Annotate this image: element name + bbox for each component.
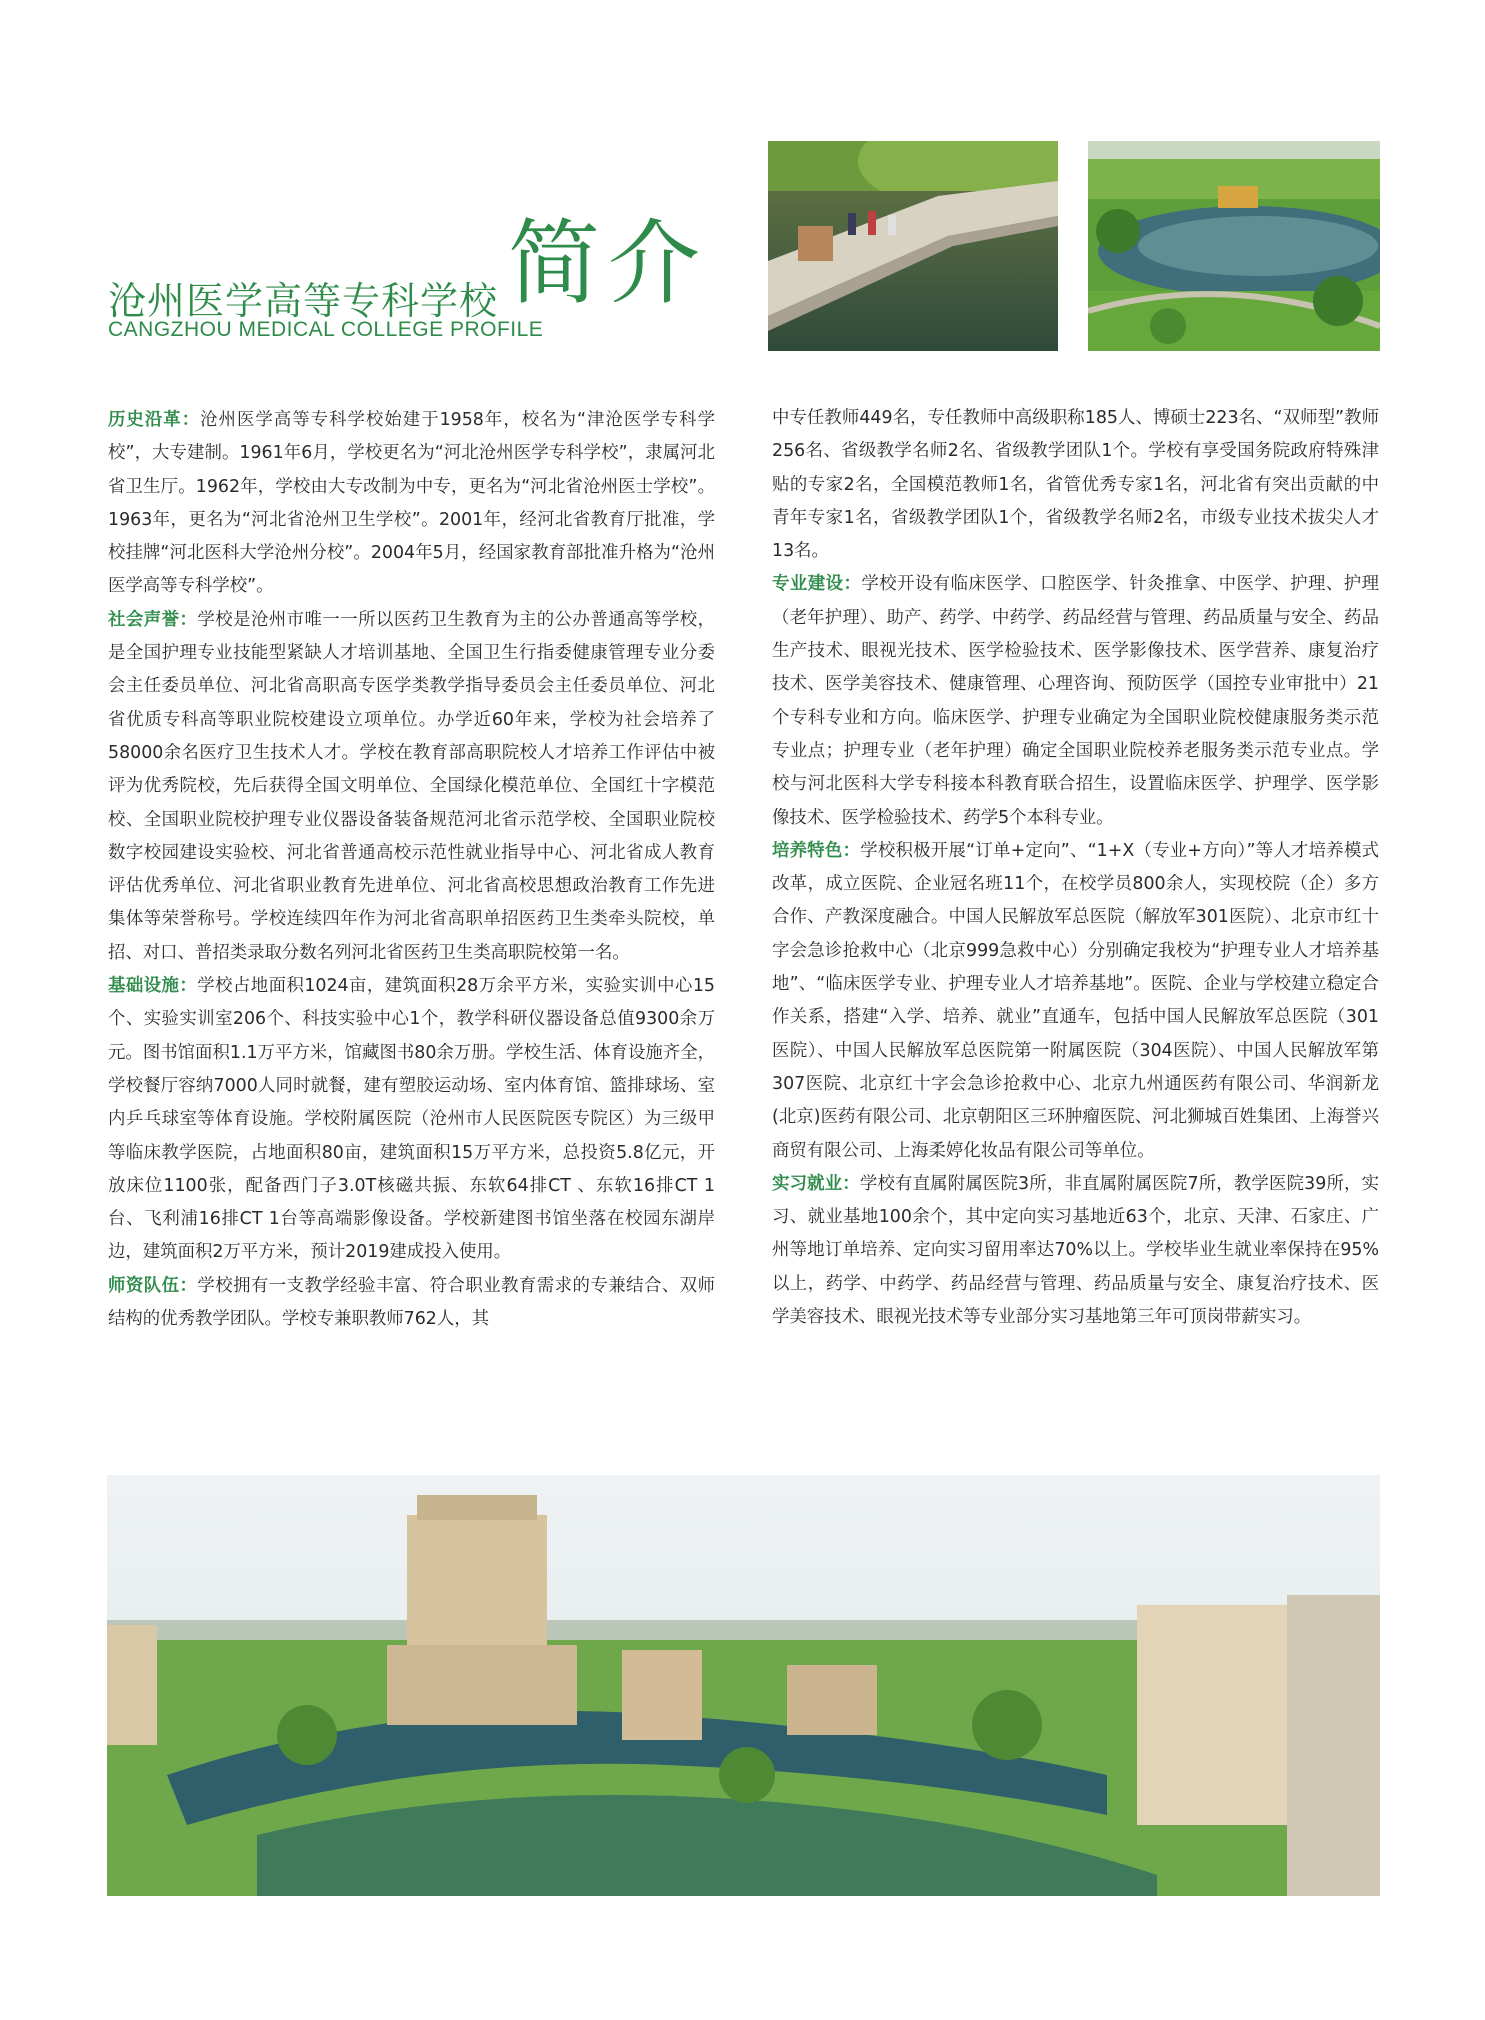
training-paragraph [772, 835, 1379, 1168]
reputation-text: 学校是沧州市唯一一所以医药卫生教育为主的公办普通高等学校，是全国护理专业技能型紧缺人才培训基地、全国卫生行指委健康管理专业分委会主任委员单位、河北省高职高专医学类教学指导委员会主任委员单位、河北省优质专科高等职业院校建设立项单位。办学近60年来，学校为社会培养了58000余名医疗卫生技术人才。学校在教育部高职院校人才培养工作评估中被评为优秀院校，先后获得全国文明单位、全国绿化模范单位、全国红十字模范校、全国职业院校护理专业仪器设备装备规范河北省示范学校、全国职业院校数字校园建设实验校、河北省普通高校示范性就业指导中心、河北省成人教育评估优秀单位、河北省职业教育先进单位、河北省高校思想政治教育工作先进集体等荣誉称号。学校连续四年作为河北省高职单招医药卫生类牵头院校，单招、对口、普招类录取分数名列河北省医药卫生类高职院校第一名。 [108, 609, 715, 963]
reputation-paragraph [108, 604, 715, 970]
majors-paragraph [772, 568, 1379, 834]
faculty-paragraph [108, 1270, 715, 1337]
faculty-label: 师资队伍： [108, 1275, 198, 1296]
history-paragraph [108, 404, 715, 604]
employment-label: 实习就业： [772, 1173, 860, 1194]
training-text: 学校积极开展“订单+定向”、“1+X（专业+方向）”等人才培养模式改革，成立医院、企业冠名班11个，在校学员800余人，实现校院（企）多方合作、产教深度融合。中国人民解放军总医院（解放军301医院）、北京市红十字会急诊抢救中心（北京999急救中心）分别确定我校为“护理专业人才培养基地”、“临床医学专业、护理专业人才培养基地”。医院、企业与学校建立稳定合作关系，搭建“入学、培养、就业”直通车，包括中国人民解放军总医院（301医院）、中国人民解放军总医院第一附属医院（304医院）、中国人民解放军第307医院、北京红十字会急诊抢救中心、北京九州通医药有限公司、华润新龙(北京)医药有限公司、北京朝阳区三环肿瘤医院、河北狮城百姓集团、上海誉兴商贸有限公司、上海柔婷化妆品有限公司等单位。 [772, 840, 1379, 1161]
employment-paragraph [772, 1168, 1379, 1334]
facilities-paragraph [108, 970, 715, 1270]
right-text-column [772, 402, 1379, 1334]
faculty-text: 学校拥有一支教学经验丰富、符合职业教育需求的专兼结合、双师结构的优秀教学团队。学校专兼职教师762人，其 [108, 1275, 715, 1330]
majors-text: 学校开设有临床医学、口腔医学、针灸推拿、中医学、护理、护理（老年护理）、助产、药学、中药学、药品经营与管理、药品质量与安全、药品生产技术、眼视光技术、医学检验技术、医学影像技术、医学营养、康复治疗技术、医学美容技术、健康管理、心理咨询、预防医学（国控专业审批中）21个专科专业和方向。临床医学、护理专业确定为全国职业院校健康服务类示范专业点；护理专业（老年护理）确定全国职业院校养老服务类示范专业点。学校与河北医科大学专科接本科教育联合招生，设置临床医学、护理学、医学影像技术、医学检验技术、药学5个本科专业。 [772, 574, 1379, 828]
facilities-label: 基础设施： [108, 976, 198, 997]
faculty-continued-text: 中专任教师449名，专任教师中高级职称185人、博硕士223名、“双师型”教师256名、省级教学名师2名、省级教学团队1个。学校有享受国务院政府特殊津贴的专家2名，全国模范教师1名，省管优秀专家1名，河北省有突出贡献的中青年专家1名，省级教学团队1个，省级教学名师2名，市级专业技术拔尖人才13名。 [772, 408, 1379, 562]
campus-panorama-photo [107, 1475, 1380, 1896]
campus-bridge-photo [768, 141, 1058, 351]
training-label: 培养特色： [772, 840, 861, 861]
history-text: 沧州医学高等专科学校始建于1958年，校名为“津沧医学专科学校”，大专建制。1961年6月，学校更名为“河北沧州医学专科学校”，隶属河北省卫生厅。1962年，学校由大专改制为中专，更名为“河北省沧州医士学校”。1963年，更名为“河北省沧州卫生学校”。2001年，经河北省教育厅批准，学校挂牌“河北医科大学沧州分校”。2004年5月，经国家教育部批准升格为“沧州医学高等专科学校”。 [108, 410, 715, 597]
left-text-column [108, 404, 715, 1336]
majors-label: 专业建设： [772, 574, 862, 595]
college-name-title: 沧州医学高等专科学校 [108, 279, 499, 323]
history-label: 历史沿革： [108, 410, 201, 430]
profile-heading: 简介 [508, 210, 709, 317]
facilities-text: 学校占地面积1024亩，建筑面积28万余平方米，实验实训中心15个、实验实训室206个、科技实验中心1个，教学科研仪器设备总值9300余万元。图书馆面积1.1万平方米，馆藏图书80余万册。学校生活、体育设施齐全，学校餐厅容纳7000人同时就餐，建有塑胶运动场、室内体育馆、篮排球场、室内乒乓球室等体育设施。学校附属医院（沧州市人民医院医专院区）为三级甲等临床教学医院，占地面积80亩，建筑面积15万平方米，总投资5.8亿元，开放床位1100张，配备西门子3.0T核磁共振、东软64排CT 、东软16排CT 1台、飞利浦16排CT 1台等高端影像设备。学校新建图书馆坐落在校园东湖岸边，建筑面积2万平方米，预计2019建成投入使用。 [108, 976, 715, 1263]
college-name-english: CANGZHOU MEDICAL COLLEGE PROFILE [108, 318, 544, 341]
reputation-label: 社会声誉： [108, 609, 198, 630]
campus-lake-photo [1088, 141, 1380, 351]
employment-text: 学校有直属附属医院3所，非直属附属医院7所，教学医院39所，实习、就业基地100余个，其中定向实习基地近63个，北京、天津、石家庄、广州等地订单培养、定向实习留用率达70%以上。学校毕业生就业率保持在95%以上，药学、中药学、药品经营与管理、药品质量与安全、康复治疗技术、医学美容技术、眼视光技术等专业部分实习基地第三年可顶岗带薪实习。 [772, 1173, 1379, 1328]
faculty-continued-paragraph [772, 402, 1379, 568]
